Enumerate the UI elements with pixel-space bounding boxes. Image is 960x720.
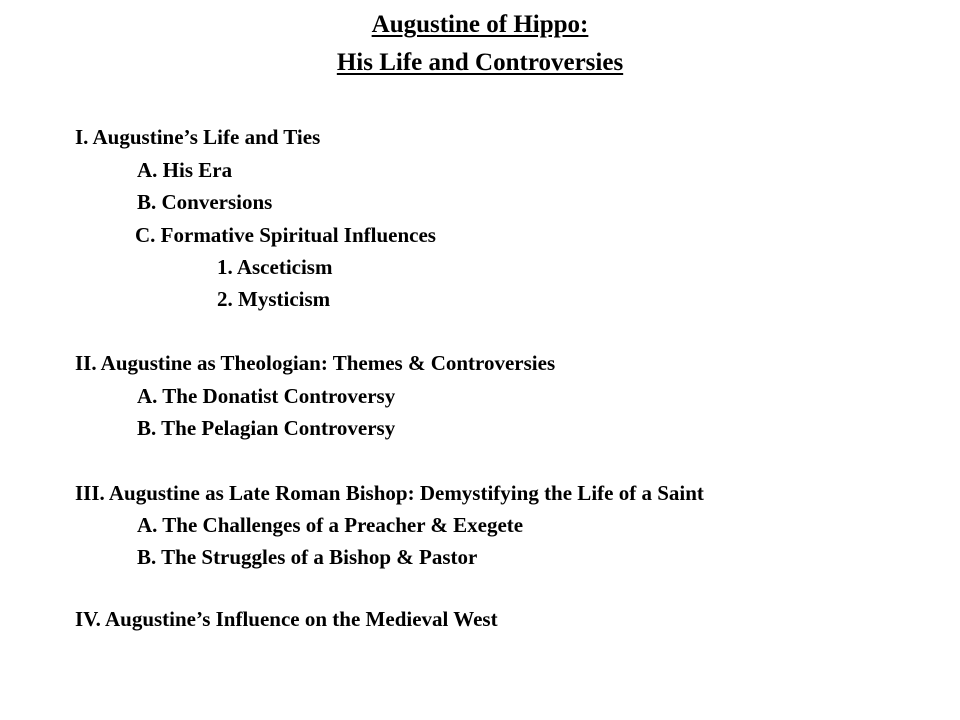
outline-section-4-heading: IV. Augustine’s Influence on the Medieval West — [75, 607, 498, 631]
outline-section-1-heading: I. Augustine’s Life and Ties — [75, 125, 321, 149]
outline-subitem-1c2: 2. Mysticism — [217, 287, 331, 311]
outline-item-1b: B. Conversions — [137, 190, 273, 214]
outline-item-1a: A. His Era — [137, 158, 233, 182]
slide-subtitle: His Life and Controversies — [336, 49, 624, 76]
outline-section-3-heading: III. Augustine as Late Roman Bishop: Demystifying the Life of a Saint — [75, 481, 704, 505]
outline-item-2b: B. The Pelagian Controversy — [137, 416, 396, 440]
outline-item-2a: A. The Donatist Controversy — [137, 384, 396, 408]
outline-section-2-heading: II. Augustine as Theologian: Themes & Controversies — [75, 351, 556, 375]
outline-subitem-1c1: 1. Asceticism — [217, 255, 333, 279]
slide-title: Augustine of Hippo: — [371, 11, 589, 38]
outline-item-3b: B. The Struggles of a Bishop & Pastor — [137, 545, 478, 569]
outline-item-1c: C. Formative Spiritual Influences — [135, 223, 436, 247]
outline-item-3a: A. The Challenges of a Preacher & Exegete — [137, 513, 524, 537]
